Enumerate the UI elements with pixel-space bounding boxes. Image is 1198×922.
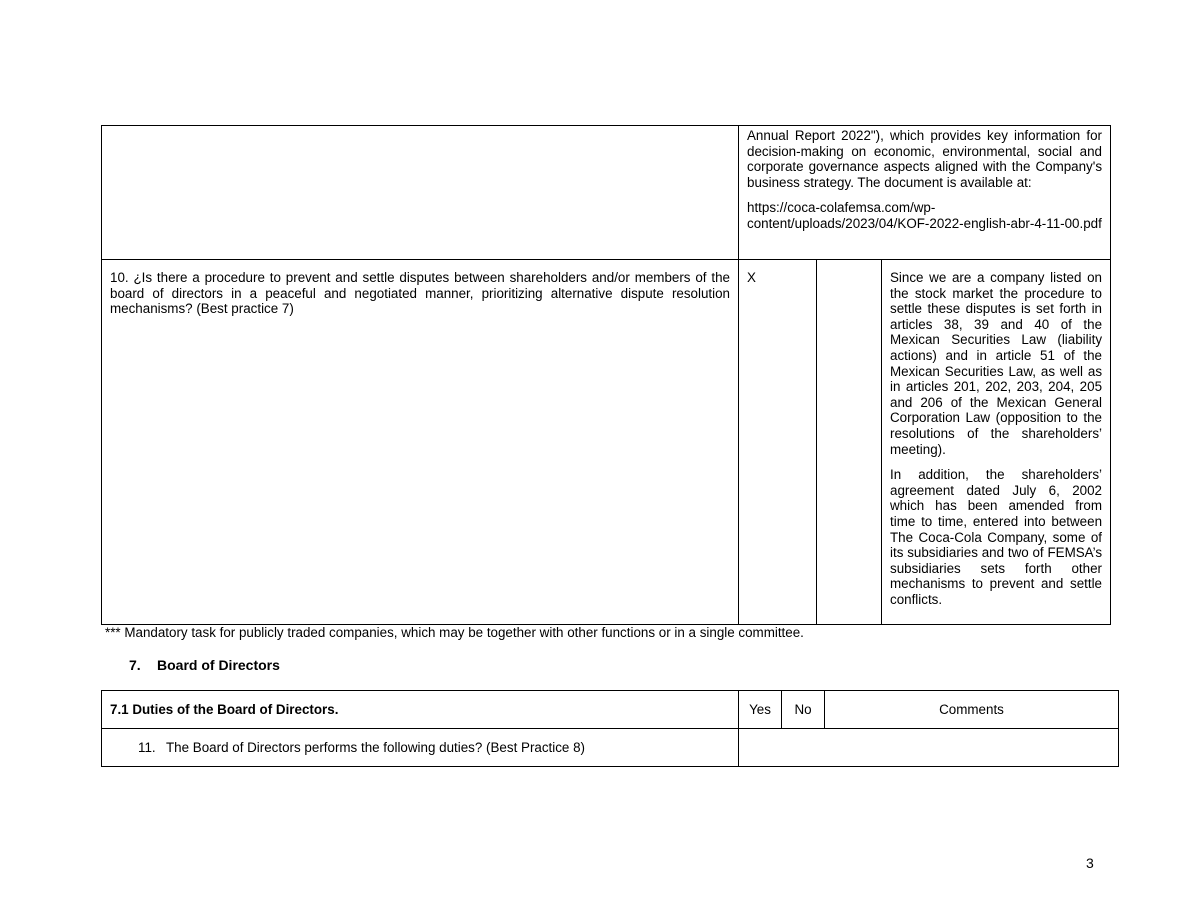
question-text: The Board of Directors performs the following duties? (Best Practice 8) <box>166 739 586 755</box>
no-cell <box>817 260 882 625</box>
comment-text: Annual Report 2022"), which provides key information for decision-making on economic, environmental, social and corporate governance aspects aligned with the Company's business strategy. The document is available at: <box>747 128 1103 190</box>
comment-cell <box>882 260 1111 625</box>
question-number: 11. <box>138 739 156 755</box>
question-cell-empty <box>102 126 739 260</box>
question-cell <box>102 729 739 767</box>
table-row <box>102 729 1119 767</box>
question-cell <box>102 260 739 625</box>
table-row <box>102 126 1111 260</box>
table-row <box>102 260 1111 625</box>
yes-cell: X <box>739 260 817 625</box>
header-no: No <box>782 691 825 729</box>
question-text: 10. ¿Is there a procedure to prevent and settle disputes between shareholders and/or members of the board of directors in a peaceful and negotiated manner, prioritizing alternative dispute resolution mechanisms? (Best practice 7) <box>110 270 730 317</box>
duties-table <box>101 690 1119 767</box>
page-number: 3 <box>1086 855 1094 871</box>
section-title: Board of Directors <box>157 657 280 673</box>
practices-table <box>101 125 1111 625</box>
footnote: *** Mandatory task for publicly traded companies, which may be together with other functions or in a single committee. <box>105 625 804 640</box>
comment-cell <box>739 126 1111 260</box>
answer-cell <box>739 729 1119 767</box>
comment-text: In addition, the shareholders’ agreement dated July 6, 2002 which has been amended from time to time, entered into between The Coca-Cola Company, some of its subsidiaries and two of FEMSA’s subsidiaries sets forth other mechanisms to prevent and settle conflicts. <box>890 467 1103 607</box>
table-header-row <box>102 691 1119 729</box>
header-yes: Yes <box>739 691 782 729</box>
report-url: https://coca-colafemsa.com/wp-content/uploads/2023/04/KOF-2022-english-abr-4-11-00.pdf <box>747 200 1102 231</box>
header-question: 7.1 Duties of the Board of Directors. <box>102 691 739 729</box>
header-comments: Comments <box>825 691 1119 729</box>
section-heading <box>129 657 280 673</box>
comment-text: Since we are a company listed on the stock market the procedure to settle these disputes is set forth in articles 38, 39 and 40 of the Mexican Securities Law (liability actions) and in article 51 of the Mexican Securities Law, as well as in articles 201, 202, 203, 204, 205 and 206 of the Mexican General Corporation Law (opposition to the resolutions of the shareholders’ meeting). <box>890 270 1103 457</box>
section-number: 7. <box>129 657 141 673</box>
